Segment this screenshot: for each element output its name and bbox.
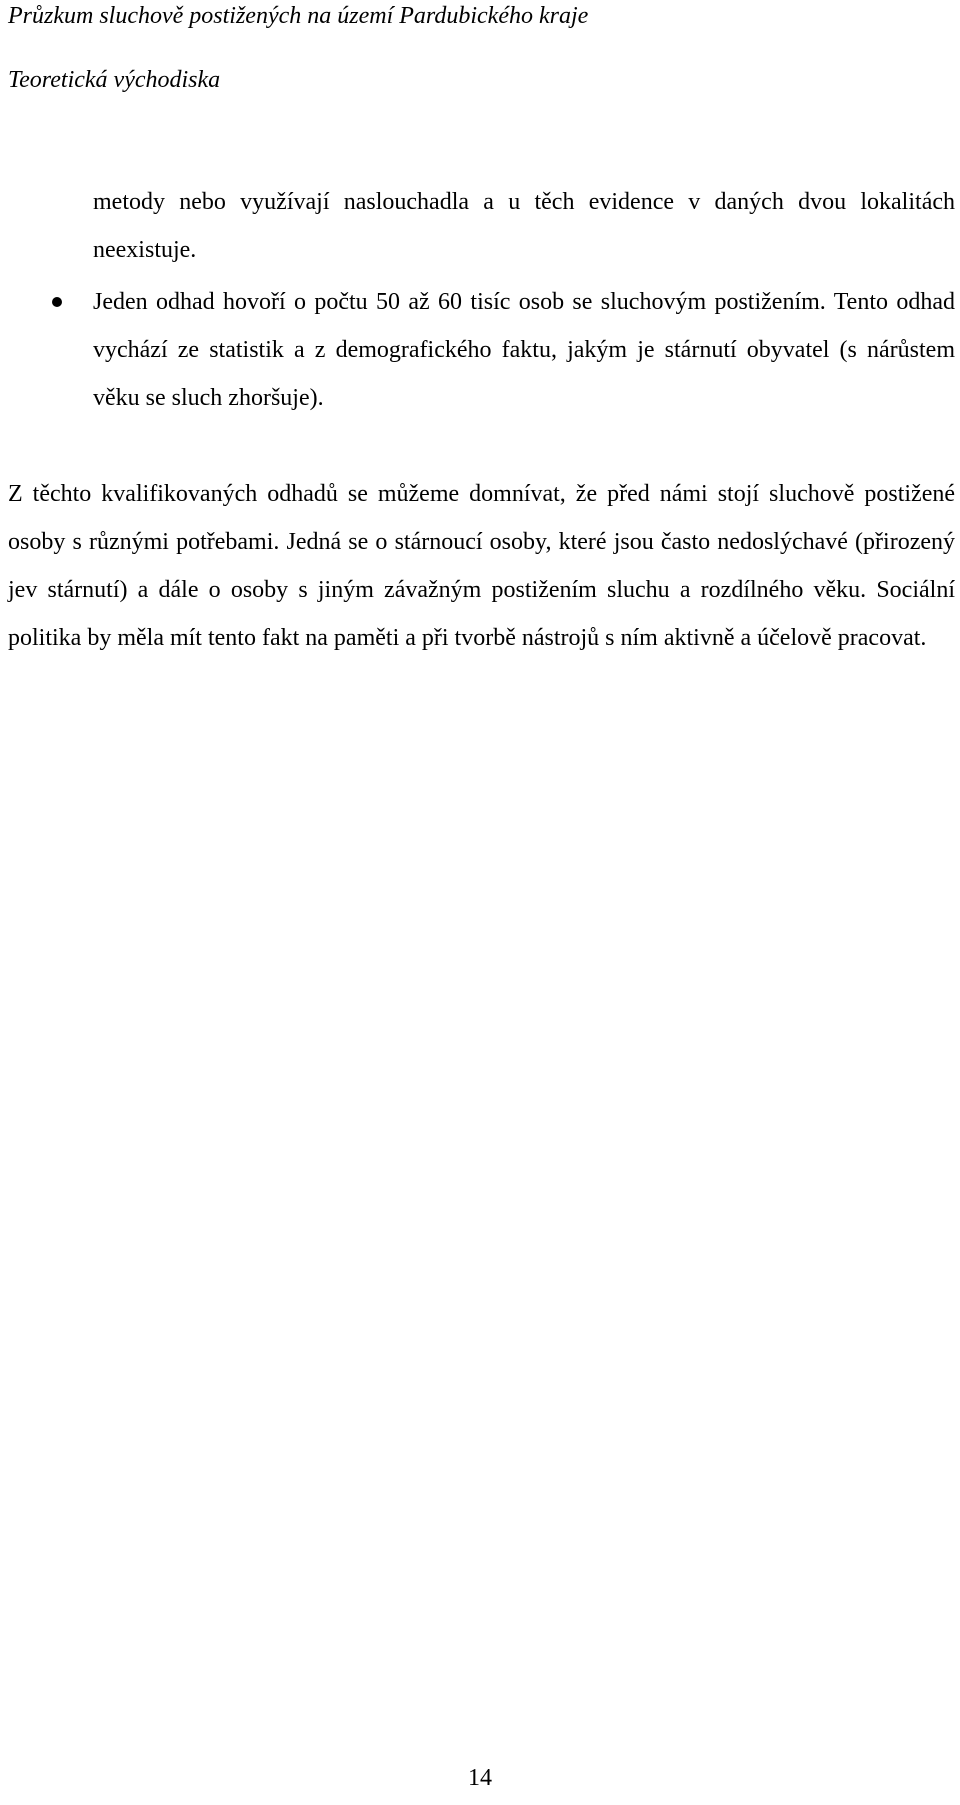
- page-number: 14: [468, 1765, 492, 1791]
- header-subtitle: Teoretická východiska: [8, 67, 221, 93]
- bullet-item-text: Jeden odhad hovoří o počtu 50 až 60 tisíc osob se sluchovým postižením. Tento odhad vychází ze statistik a z demografického faktu, jakým je stárnutí obyvatel (s nárůstem věku se sluch zhoršuje).: [93, 289, 955, 411]
- body-paragraph: Z těchto kvalifikovaných odhadů se můžeme domnívat, že před námi stojí sluchově postižené osoby s různými potřebami. Jedná se o stárnoucí osoby, které jsou často nedoslýchavé (přirozený jev stárnutí) a dále o osoby s jiným závažným postižením sluchu a rozdílného věku. Sociální politika by měla mít tento fakt na paměti a při tvorbě nástrojů s ním aktivně a účelově pracovat.: [8, 481, 955, 651]
- header-title: Průzkum sluchově postižených na území Pardubického kraje: [8, 3, 589, 29]
- continuation-paragraph: metody nebo využívají naslouchadla a u těch evidence v daných dvou lokalitách neexistuje.: [93, 189, 955, 263]
- bullet-icon: [52, 297, 62, 307]
